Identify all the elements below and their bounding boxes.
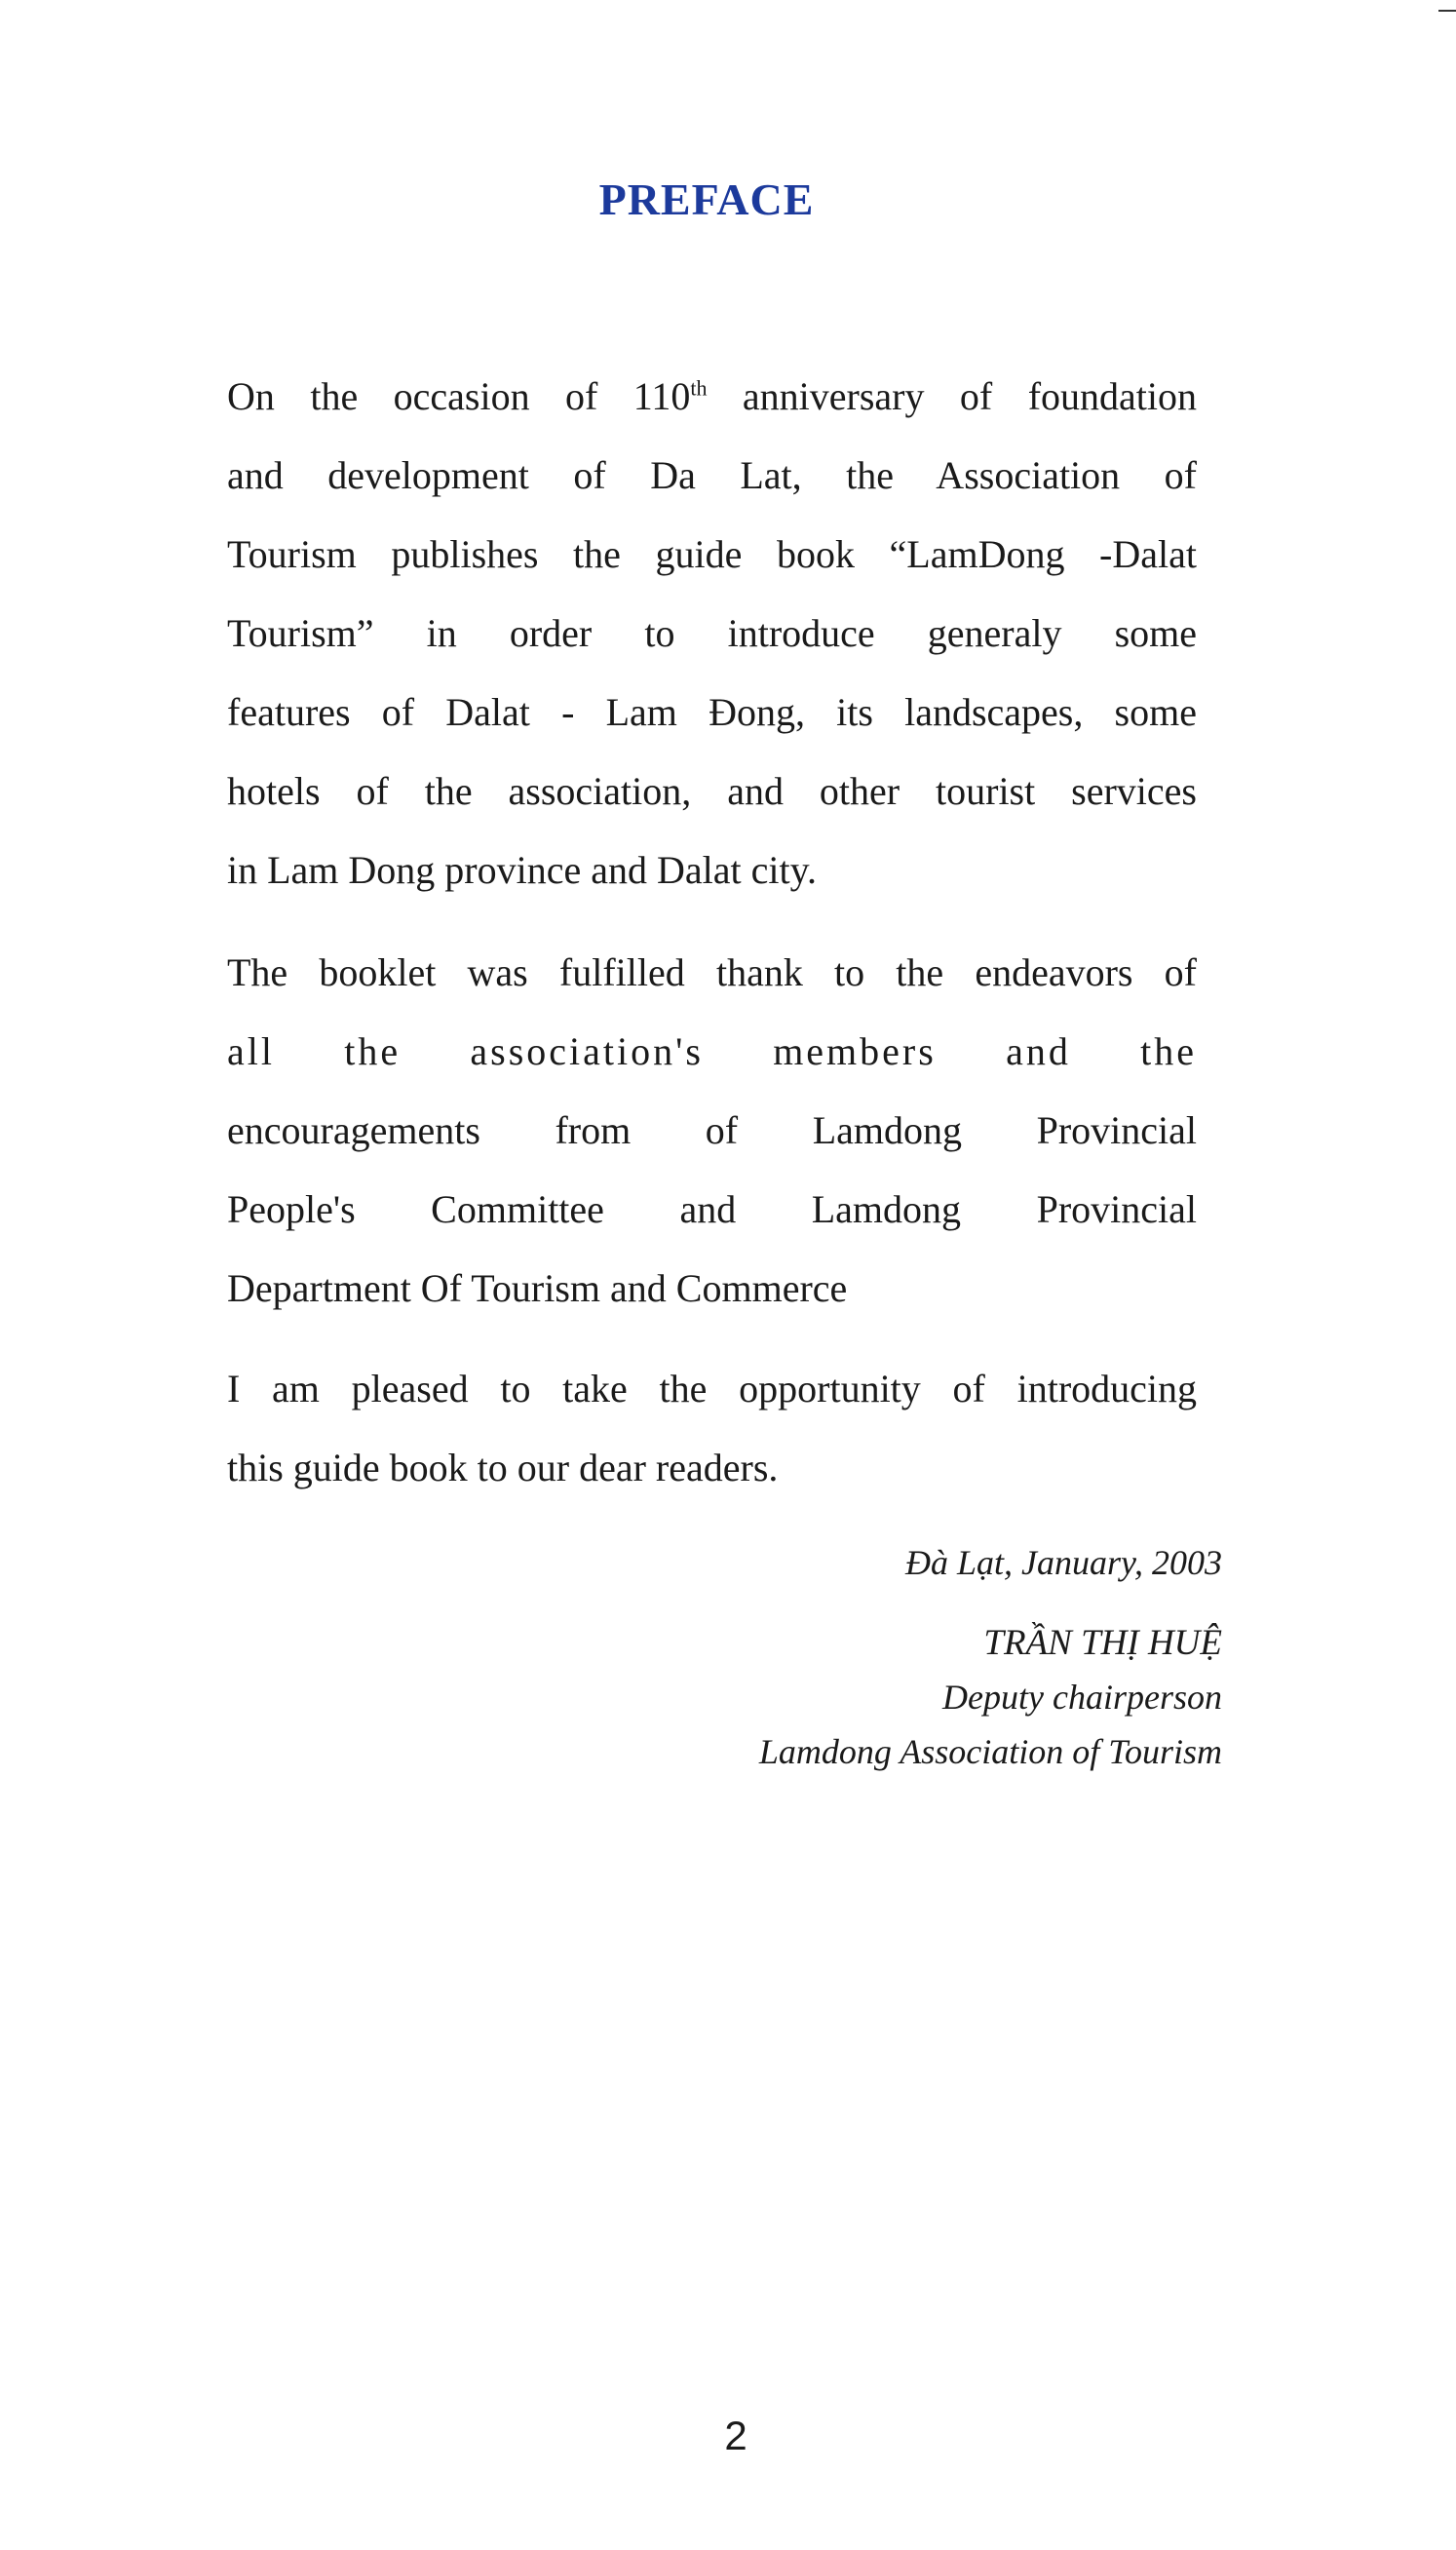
- page-title: PREFACE: [598, 174, 815, 224]
- text-line: this guide book to our dear readers.: [227, 1446, 779, 1489]
- scan-mark: [1438, 10, 1456, 12]
- text-line: I am pleased to take the opportunity of introducing: [227, 1367, 1197, 1410]
- text-line: all the association's members and the: [227, 1029, 1197, 1073]
- text-line: encouragements from of Lamdong Provincial: [227, 1108, 1197, 1152]
- text-fragment: anniversary of foundation: [707, 374, 1198, 418]
- signature-organization: Lamdong Association of Tourism: [758, 1732, 1222, 1771]
- preface-paragraph-1: [227, 357, 1197, 909]
- text-line: [227, 357, 1197, 436]
- preface-paragraph-3: [227, 1349, 1197, 1507]
- text-line: People's Committee and Lamdong Provincial: [227, 1187, 1197, 1231]
- signature-name: TRẦN THỊ HUỆ: [983, 1623, 1222, 1663]
- text-line: The booklet was fulfilled thank to the endeavors of: [227, 950, 1197, 994]
- ordinal-superscript: th: [690, 375, 708, 401]
- text-line: in Lam Dong province and Dalat city.: [227, 848, 817, 892]
- page-number: 2: [724, 2413, 747, 2458]
- preface-paragraph-2: [227, 933, 1197, 1328]
- text-line: Tourism” in order to introduce generaly some: [227, 611, 1197, 655]
- text-line: Tourism publishes the guide book “LamDong -Dalat: [227, 532, 1197, 576]
- text-line: features of Dalat - Lam Đong, its landscapes, some: [227, 690, 1197, 734]
- signature-role: Deputy chairperson: [942, 1678, 1222, 1717]
- text-fragment: On the occasion of 110: [227, 374, 691, 418]
- signature-date: Đà Lạt, January, 2003: [904, 1543, 1222, 1582]
- text-line: hotels of the association, and other tourist services: [227, 769, 1197, 813]
- text-line: and development of Da Lat, the Association of: [227, 453, 1197, 497]
- text-line: Department Of Tourism and Commerce: [227, 1266, 848, 1310]
